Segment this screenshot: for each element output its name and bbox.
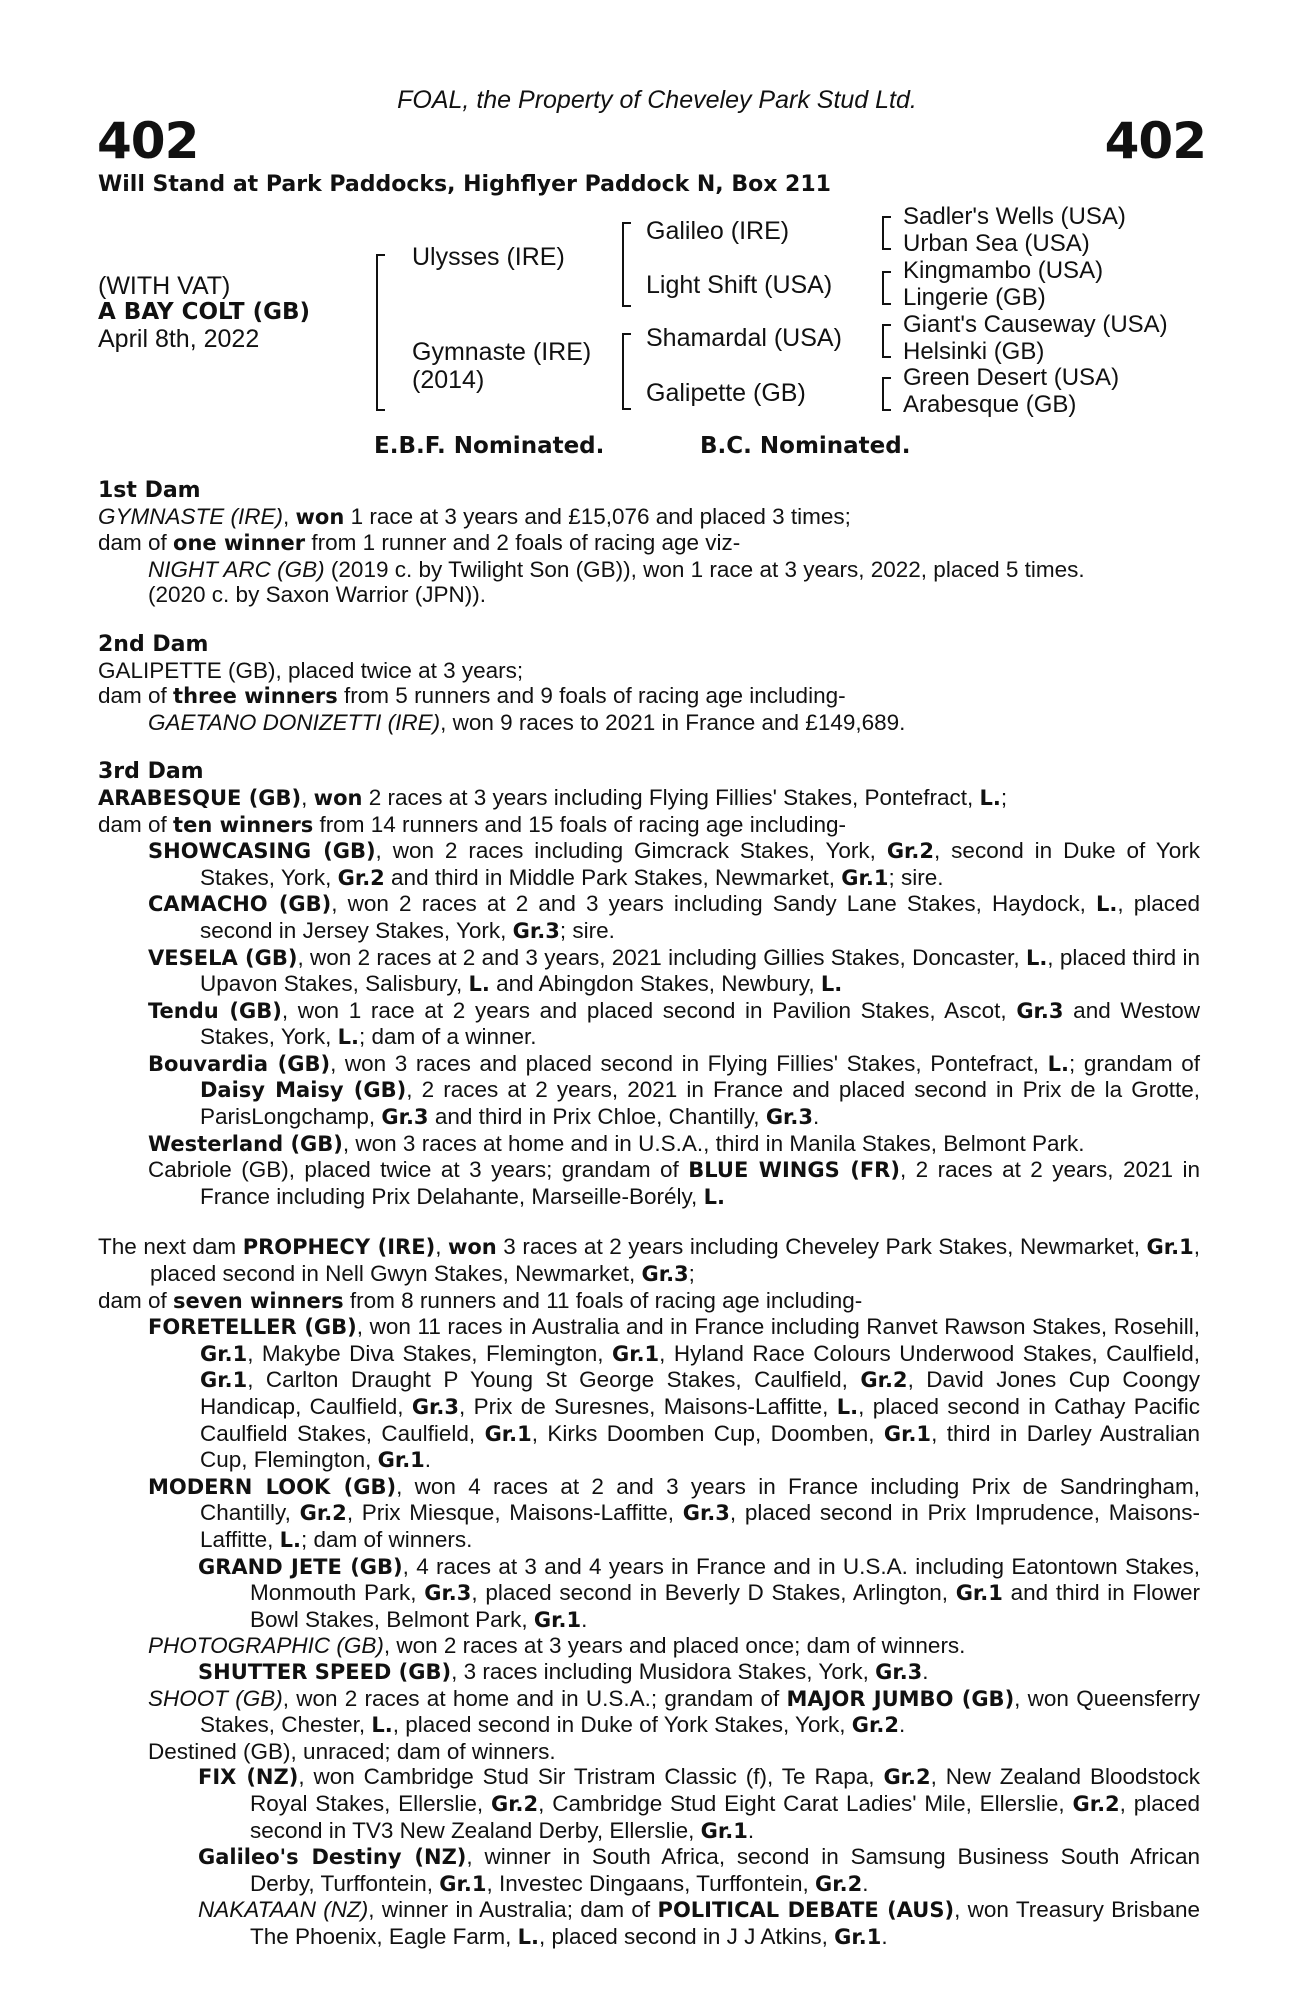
lot-number-right: 402 xyxy=(1104,112,1206,170)
catalogue-body xyxy=(98,478,1200,1950)
first-dam-line: GYMNASTE (IRE), won 1 race at 3 years and £15,076 and placed 3 times; xyxy=(98,503,851,529)
pedigree-g6: Helsinki (GB) xyxy=(903,338,1045,365)
produce-cabriole: Cabriole (GB), placed twice at 3 years; grandam of BLUE WINGS (FR), 2 races at 2 years, 2021 in France including Prix Delahante, Marseille-Borély, L. xyxy=(148,1157,1200,1209)
produce-galileos-destiny: Galileo's Destiny (NZ), winner in South Africa, second in Samsung Business South African Derby, Turffontein, Gr.1, Investec Dingaans, Turffontein, Gr.2. xyxy=(198,1844,1200,1896)
ebf-nomination: E.B.F. Nominated. xyxy=(374,433,605,459)
pedigree-g2: Urban Sea (USA) xyxy=(903,230,1090,257)
second-dam-heading: 2nd Dam xyxy=(98,631,209,657)
pedigree-g1: Sadler's Wells (USA) xyxy=(903,203,1126,230)
pedigree-g3: Kingmambo (USA) xyxy=(903,257,1104,284)
vat-note: (WITH VAT) xyxy=(98,272,231,300)
produce-vesela: VESELA (GB), won 2 races at 2 and 3 years, 2021 including Gillies Stakes, Doncaster, L., placed third in Upavon Stakes, Salisbury, L. and Abingdon Stakes, Newbury, L. xyxy=(148,944,1201,997)
pedigree-dam-sire: Shamardal (USA) xyxy=(646,324,842,352)
produce-destined: Destined (GB), unraced; dam of winners. xyxy=(148,1738,556,1764)
third-dam-heading: 3rd Dam xyxy=(98,759,204,785)
pedigree-brace-dam xyxy=(622,333,631,410)
produce-modern-look: MODERN LOOK (GB), won 4 races at 2 and 3 years in France including Prix de Sandringham, Chantilly, Gr.2, Prix Miesque, Maisons-Laffitte, Gr.3, placed second in Prix Imprudence, Maisons-Laffitte, L.; dam of winners. xyxy=(148,1473,1201,1552)
next-dam-produce-line: dam of seven winners from 8 runners and 11 foals of racing age including- xyxy=(98,1287,863,1313)
pedigree-brace-g1 xyxy=(882,216,891,250)
property-line: FOAL, the Property of Cheveley Park Stud Ltd. xyxy=(397,86,917,114)
second-dam-produce-line: dam of three winners from 5 runners and 9 foals of racing age including- xyxy=(98,683,846,709)
first-dam-produce-line: dam of one winner from 1 runner and 2 foals of racing age viz- xyxy=(98,530,741,556)
produce-photographic: PHOTOGRAPHIC (GB), won 2 races at 3 years and placed once; dam of winners. xyxy=(148,1633,966,1659)
third-dam-line: ARABESQUE (GB), won 2 races at 3 years including Flying Fillies' Stakes, Pontefract, L.; xyxy=(98,784,1008,810)
pedigree-brace-g2 xyxy=(882,271,891,305)
foaling-date: April 8th, 2022 xyxy=(98,325,260,353)
produce-shutter-speed: SHUTTER SPEED (GB), 3 races including Musidora Stakes, York, Gr.3. xyxy=(198,1658,929,1684)
next-dam-line: The next dam PROPHECY (IRE), won 3 races at 2 years including Cheveley Park Stakes, Newmarket, Gr.1, placed second in Nell Gwyn Stakes, Newmarket, Gr.3; xyxy=(98,1234,1200,1287)
pedigree-dam-year: (2014) xyxy=(412,366,485,394)
pedigree-brace-main xyxy=(376,254,385,411)
horse-name: A BAY COLT (GB) xyxy=(98,299,311,325)
pedigree-brace-g3 xyxy=(882,324,891,358)
produce-bouvardia: Bouvardia (GB), won 3 races and placed second in Flying Fillies' Stakes, Pontefract, L.; grandam of Daisy Maisy (GB), 2 races at 2 years, 2021 in France and placed second in Prix de la Grotte, ParisLongchamp, Gr.3 and third in Prix Chloe, Chantilly, Gr.3. xyxy=(148,1050,1200,1130)
pedigree-g4: Lingerie (GB) xyxy=(903,284,1046,311)
bc-nomination: B.C. Nominated. xyxy=(700,433,911,459)
pedigree-dam-dam: Galipette (GB) xyxy=(646,379,806,407)
pedigree-g7: Green Desert (USA) xyxy=(903,364,1120,391)
produce-night-arc: NIGHT ARC (GB) (2019 c. by Twilight Son (GB)), won 1 race at 3 years, 2022, placed 5 times. xyxy=(148,556,1085,582)
produce-nakataan: NAKATAAN (NZ), winner in Australia; dam of POLITICAL DEBATE (AUS), won Treasury Brisbane The Phoenix, Eagle Farm, L., placed second in J J Atkins, Gr.1. xyxy=(198,1897,1200,1949)
produce-westerland: Westerland (GB), won 3 races at home and in U.S.A., third in Manila Stakes, Belmont Park. xyxy=(148,1130,1085,1156)
produce-2020-colt: (2020 c. by Saxon Warrior (JPN)). xyxy=(148,582,487,608)
produce-showcasing: SHOWCASING (GB), won 2 races including Gimcrack Stakes, York, Gr.2, second in Duke of York Stakes, York, Gr.2 and third in Middle Park Stakes, Newmarket, Gr.1; sire. xyxy=(148,838,1200,890)
produce-foreteller: FORETELLER (GB), won 11 races in Australia and in France including Ranvet Rawson Stakes, Rosehill, Gr.1, Makybe Diva Stakes, Flemington, Gr.1, Hyland Race Colours Underwood Stakes, Caulfield, Gr.1, Carlton Draught P Young St George Stakes, Caulfield, Gr.2, David Jones Cup Coongy Handicap, Caulfield, Gr.3, Prix de Suresnes, Maisons-Laffitte, L., placed second in Cathay Pacific Caulfield Stakes, Caulfield, Gr.1, Kirks Doomben Cup, Doomben, Gr.1, third in Darley Australian Cup, Flemington, Gr.1. xyxy=(148,1314,1200,1473)
third-dam-produce-line: dam of ten winners from 14 runners and 15 foals of racing age including- xyxy=(98,811,847,837)
pedigree-sire-dam: Light Shift (USA) xyxy=(646,271,833,299)
pedigree-dam: Gymnaste (IRE) xyxy=(412,338,592,366)
pedigree-g5: Giant's Causeway (USA) xyxy=(903,311,1168,338)
pedigree-brace-g4 xyxy=(882,377,891,411)
produce-shoot: SHOOT (GB), won 2 races at home and in U.S.A.; grandam of MAJOR JUMBO (GB), won Queensferry Stakes, Chester, L., placed second in Duke of York Stakes, York, Gr.2. xyxy=(148,1685,1201,1738)
lot-number-left: 402 xyxy=(97,112,199,170)
pedigree-brace-sire xyxy=(622,222,631,307)
second-dam-line: GALIPETTE (GB), placed twice at 3 years; xyxy=(98,657,524,683)
produce-gaetano-donizetti: GAETANO DONIZETTI (IRE), won 9 races to 2021 in France and £149,689. xyxy=(148,709,906,735)
produce-camacho: CAMACHO (GB), won 2 races at 2 and 3 years including Sandy Lane Stakes, Haydock, L., placed second in Jersey Stakes, York, Gr.3; sire. xyxy=(148,891,1200,943)
pedigree-sire: Ulysses (IRE) xyxy=(412,243,565,271)
first-dam-heading: 1st Dam xyxy=(98,478,201,503)
stand-location: Will Stand at Park Paddocks, Highflyer Paddock N, Box 211 xyxy=(98,172,831,197)
pedigree-g8: Arabesque (GB) xyxy=(903,391,1077,418)
produce-grand-jete: GRAND JETE (GB), 4 races at 3 and 4 years in France and in U.S.A. including Eatontown Stakes, Monmouth Park, Gr.3, placed second in Beverly D Stakes, Arlington, Gr.1 and third in Flower Bowl Stakes, Belmont Park, Gr.1. xyxy=(198,1553,1200,1632)
produce-tendu: Tendu (GB), won 1 race at 2 years and placed second in Pavilion Stakes, Ascot, Gr.3 and Westow Stakes, York, L.; dam of a winner. xyxy=(148,997,1200,1050)
produce-fix: FIX (NZ), won Cambridge Stud Sir Tristram Classic (f), Te Rapa, Gr.2, New Zealand Bloodstock Royal Stakes, Ellerslie, Gr.2, Cambridge Stud Eight Carat Ladies' Mile, Ellerslie, Gr.2, placed second in TV3 New Zealand Derby, Ellerslie, Gr.1. xyxy=(198,1764,1201,1843)
pedigree-sire-sire: Galileo (IRE) xyxy=(646,217,790,245)
